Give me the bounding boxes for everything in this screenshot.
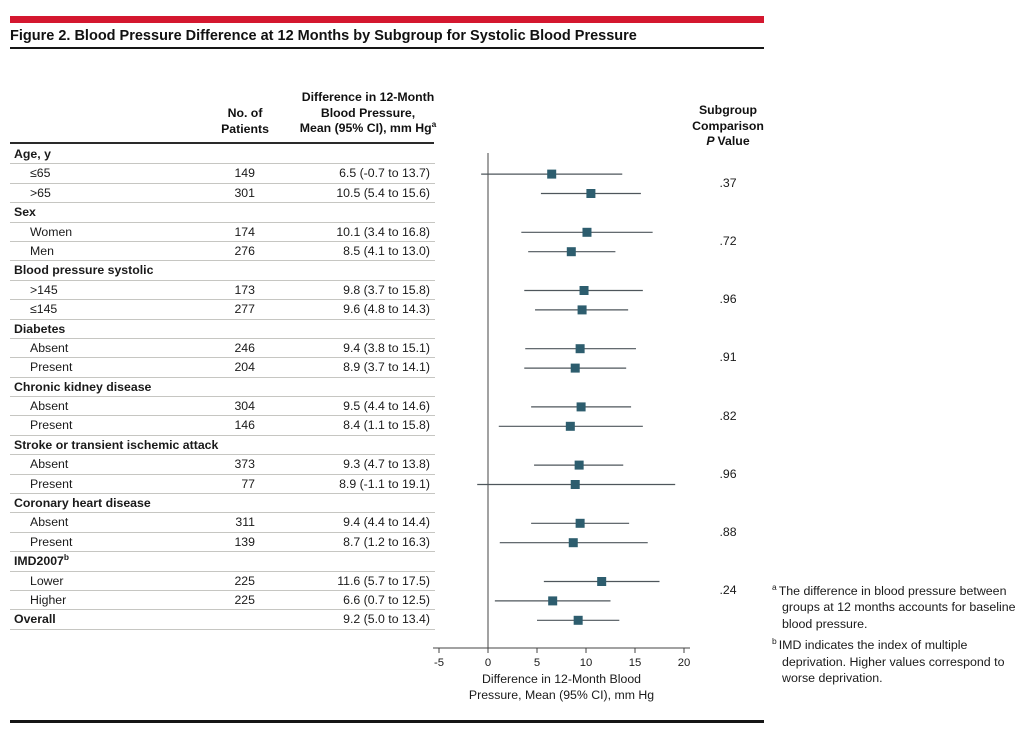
- row-label: IMD2007$^b$: [14, 552, 70, 569]
- row-label: Sex: [14, 205, 36, 220]
- row-mean-ci: 10.5 (5.4 to 15.6): [336, 185, 430, 200]
- patients-header-line1: No. of: [227, 106, 263, 120]
- table-group-row: [10, 552, 435, 571]
- row-n-patients: 225: [234, 573, 255, 588]
- row-mean-ci: 6.6 (0.7 to 12.5): [343, 592, 430, 607]
- footnote-b: $^b$ IMD indicates the index of multiple deprivation. Higher values correspond to worse deprivation.: [772, 636, 1005, 685]
- row-mean-ci: 9.5 (4.4 to 14.6): [343, 399, 430, 414]
- mean-marker: [547, 170, 556, 179]
- row-mean-ci: 8.9 (3.7 to 14.1): [343, 360, 430, 375]
- row-label: ≤65: [30, 166, 51, 181]
- row-mean-ci: 8.5 (4.1 to 13.0): [343, 243, 430, 258]
- row-n-patients: 204: [234, 360, 255, 375]
- subgroup-table: [10, 145, 435, 630]
- subgroup-p-value: .82: [719, 408, 737, 423]
- table-row: [10, 358, 435, 377]
- row-label: Diabetes: [14, 321, 66, 336]
- table-row: [10, 223, 435, 242]
- row-n-patients: 146: [234, 418, 255, 433]
- pvalue-column-header: [663, 103, 793, 150]
- table-row: [10, 610, 435, 629]
- mean-marker: [580, 286, 589, 295]
- row-mean-ci: 9.3 (4.7 to 13.8): [343, 457, 430, 472]
- row-label: Absent: [30, 399, 69, 414]
- mean-marker: [576, 344, 585, 353]
- row-mean-ci: 9.4 (3.8 to 15.1): [343, 340, 430, 355]
- row-mean-ci: 11.6 (5.7 to 17.5): [337, 573, 430, 588]
- row-mean-ci: 8.4 (1.1 to 15.8): [343, 418, 430, 433]
- table-row: [10, 455, 435, 474]
- mean-marker: [577, 402, 586, 411]
- row-n-patients: 173: [234, 282, 255, 297]
- row-label: Higher: [30, 592, 67, 607]
- mean-marker: [586, 189, 595, 198]
- row-mean-ci: 8.9 (-1.1 to 19.1): [339, 476, 430, 491]
- x-axis-tick-label: 5: [533, 657, 541, 669]
- table-row: [10, 397, 435, 416]
- row-label: Stroke or transient ischemic attack: [14, 437, 219, 452]
- subgroup-p-value: .37: [719, 175, 737, 190]
- row-label: Coronary heart disease: [14, 496, 151, 511]
- table-row: [10, 184, 435, 203]
- pvalue-header-line1: Subgroup: [698, 103, 758, 117]
- row-label: Present: [30, 360, 73, 375]
- table-row: [10, 281, 435, 300]
- row-label: ≤145: [30, 302, 58, 317]
- title-divider: [10, 47, 764, 49]
- table-group-row: [10, 378, 435, 397]
- row-label: >65: [30, 185, 51, 200]
- patients-column-header: [195, 106, 295, 137]
- mean-marker: [569, 538, 578, 547]
- pvalue-header-line2: Comparison: [692, 118, 764, 133]
- difference-column-header: [288, 90, 448, 137]
- row-label: >145: [30, 282, 58, 297]
- patients-header-line2: Patients: [221, 121, 269, 136]
- row-mean-ci: 8.7 (1.2 to 16.3): [343, 534, 430, 549]
- x-axis-tick-label: 20: [677, 657, 691, 669]
- row-n-patients: 225: [234, 592, 255, 607]
- table-group-row: [10, 261, 435, 280]
- row-n-patients: 246: [234, 340, 255, 355]
- row-mean-ci: 9.6 (4.8 to 14.3): [343, 302, 430, 317]
- row-label: Age, y: [14, 147, 51, 161]
- row-label: Men: [30, 243, 54, 258]
- table-row: [10, 242, 435, 261]
- row-label: Women: [30, 224, 73, 239]
- x-axis-tick-label: 10: [579, 657, 593, 669]
- row-label: Blood pressure systolic: [14, 263, 154, 278]
- table-row: [10, 533, 435, 552]
- row-label: Overall: [14, 612, 56, 627]
- mean-marker: [567, 247, 576, 256]
- x-axis-label-line1: Difference in 12-Month Blood: [481, 672, 642, 686]
- table-row: [10, 300, 435, 319]
- row-n-patients: 276: [234, 243, 255, 258]
- row-label: Present: [30, 534, 73, 549]
- footnote-a-marker: a: [431, 118, 437, 129]
- pvalue-header-line3: P Value: [706, 134, 750, 148]
- row-mean-ci: 9.8 (3.7 to 15.8): [343, 282, 430, 297]
- table-row: [10, 591, 435, 610]
- row-mean-ci: 9.4 (4.4 to 14.4): [343, 515, 430, 530]
- row-label: Lower: [30, 573, 64, 588]
- x-axis-tick-label: 0: [484, 657, 492, 669]
- row-n-patients: 174: [234, 224, 255, 239]
- figure-title: Figure 2. Blood Pressure Difference at 12 Months by Subgroup for Systolic Blood Pressure: [10, 28, 637, 44]
- row-n-patients: 277: [234, 302, 255, 317]
- difference-header-line3: Mean (95% CI), mm Hg$^a$: [299, 118, 437, 135]
- table-group-row: [10, 436, 435, 455]
- table-group-row: [10, 203, 435, 222]
- forest-plot: [430, 145, 720, 720]
- table-group-row: [10, 320, 435, 339]
- x-axis-tick-label: -5: [433, 657, 445, 669]
- figure-bottom-rule: [10, 720, 764, 723]
- row-mean-ci: 6.5 (-0.7 to 13.7): [339, 166, 430, 181]
- mean-marker: [582, 228, 591, 237]
- footnote-a: $^a$ The difference in blood pressure between groups at 12 months accounts for baseline blood pressure.: [772, 581, 1016, 631]
- row-n-patients: 139: [234, 534, 255, 549]
- row-mean-ci: 10.1 (3.4 to 16.8): [336, 224, 430, 239]
- subgroup-p-value: .91: [719, 350, 737, 365]
- row-n-patients: 149: [234, 166, 255, 181]
- difference-header-line1: Difference in 12-Month: [301, 90, 435, 104]
- table-row: [10, 339, 435, 358]
- x-axis-label-line2: Pressure, Mean (95% CI), mm Hg: [468, 688, 655, 702]
- table-row: [10, 513, 435, 532]
- mean-marker: [576, 519, 585, 528]
- table-row: [10, 164, 435, 183]
- row-label: Present: [30, 418, 73, 433]
- row-label: Present: [30, 476, 73, 491]
- mean-marker: [571, 364, 580, 373]
- mean-marker: [548, 596, 557, 605]
- row-label: Absent: [30, 515, 69, 530]
- table-row: [10, 475, 435, 494]
- brand-accent-bar: [10, 16, 764, 23]
- table-row: [10, 416, 435, 435]
- mean-marker: [566, 422, 575, 431]
- difference-header-line2: Blood Pressure,: [320, 105, 416, 120]
- row-n-patients: 304: [234, 399, 255, 414]
- row-n-patients: 311: [235, 515, 255, 530]
- row-mean-ci: 9.2 (5.0 to 13.4): [343, 612, 430, 627]
- row-n-patients: 77: [241, 476, 255, 491]
- table-header-divider: [10, 142, 434, 144]
- table-group-row: [10, 494, 435, 513]
- row-label: Absent: [30, 457, 69, 472]
- mean-marker: [574, 616, 583, 625]
- mean-marker: [597, 577, 606, 586]
- row-n-patients: 373: [234, 457, 255, 472]
- mean-marker: [571, 480, 580, 489]
- subgroup-p-value: .72: [719, 234, 737, 248]
- footnotes: [772, 583, 1022, 691]
- table-group-row: [10, 145, 435, 164]
- subgroup-p-value: .88: [719, 525, 737, 539]
- row-label: Chronic kidney disease: [14, 379, 152, 394]
- subgroup-p-value: .96: [719, 466, 737, 481]
- table-row: [10, 572, 435, 591]
- mean-marker: [575, 461, 584, 470]
- x-axis-tick-label: 15: [628, 657, 642, 669]
- subgroup-p-value: .24: [719, 583, 737, 598]
- row-label: Absent: [30, 340, 69, 355]
- subgroup-p-value: .96: [719, 292, 737, 307]
- mean-marker: [578, 305, 587, 314]
- row-n-patients: 301: [234, 185, 255, 200]
